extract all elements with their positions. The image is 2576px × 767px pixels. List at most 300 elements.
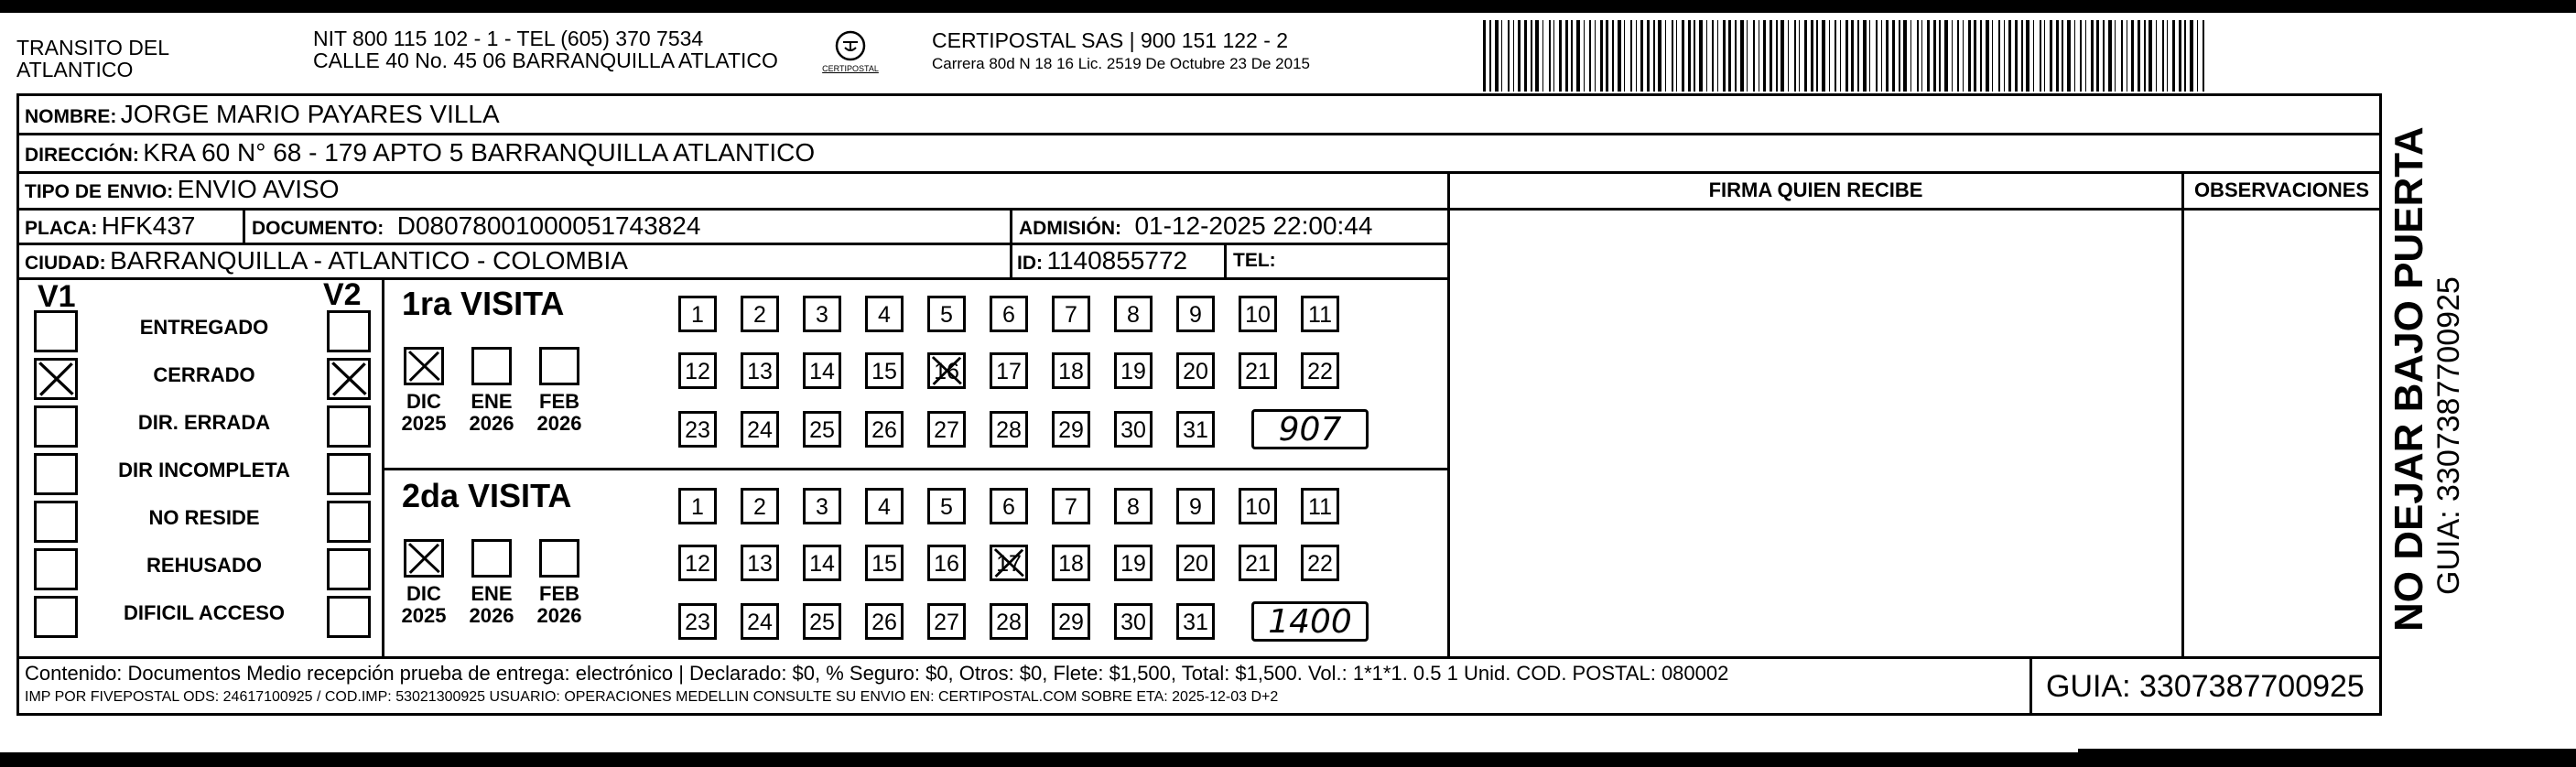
visit-day-box[interactable] — [927, 296, 966, 332]
visit-day-box[interactable] — [741, 545, 779, 581]
visit-day-number: 4 — [878, 302, 891, 328]
visit-day-number: 24 — [747, 417, 773, 443]
visit-day-box[interactable] — [1176, 296, 1215, 332]
barcode-bar — [1788, 20, 1789, 92]
barcode-bar — [1886, 20, 1889, 92]
visit-day-number: 19 — [1120, 359, 1146, 384]
barcode-bar — [2026, 20, 2029, 92]
visit-day-box[interactable] — [1114, 296, 1153, 332]
visit-month-checkbox[interactable] — [539, 347, 579, 385]
visit-day-box[interactable] — [1239, 545, 1277, 581]
visit-month-name: DIC — [406, 390, 441, 413]
visit-day-number: 16 — [934, 551, 959, 577]
barcode-bar — [1740, 20, 1744, 92]
visit-day-box[interactable] — [927, 545, 966, 581]
visit-day-box[interactable] — [741, 352, 779, 389]
visit-day-box[interactable] — [990, 296, 1028, 332]
visit-month-checkbox[interactable] — [471, 539, 512, 578]
visit-day-box[interactable] — [741, 411, 779, 448]
visit-day-box[interactable] — [1114, 488, 1153, 524]
barcode-bar — [1584, 20, 1585, 92]
barcode-bar — [1952, 20, 1953, 92]
barcode-bar — [1688, 20, 1691, 92]
barcode-bar — [2040, 20, 2041, 92]
visit-day-number: 15 — [871, 359, 897, 384]
visit-day-box[interactable] — [1176, 411, 1215, 448]
barcode-bar — [1980, 20, 1982, 92]
status-label: NO RESIDE — [148, 506, 260, 529]
rule-before-footer — [19, 656, 2379, 659]
barcode-bar — [1542, 20, 1543, 92]
visit-month-label — [464, 391, 519, 435]
barcode-bar — [1763, 20, 1766, 92]
barcode-bar — [2080, 20, 2082, 92]
visit-time-field[interactable]: 1400 — [1251, 601, 1369, 642]
barcode-bar — [1612, 20, 1614, 92]
visit-day-number: 11 — [1308, 302, 1332, 328]
visit-day-number: 16 — [934, 359, 959, 384]
barcode-bar — [1811, 20, 1813, 92]
visit-day-box[interactable] — [678, 603, 717, 640]
visit-day-number: 29 — [1058, 610, 1084, 635]
barcode-bar — [2148, 20, 2152, 92]
sender-name — [16, 37, 169, 81]
barcode-bar — [1845, 20, 1848, 92]
visit-day-box[interactable] — [927, 603, 966, 640]
barcode-bar — [1910, 20, 1911, 92]
visit-day-number: 18 — [1058, 551, 1084, 577]
barcode-bar — [1986, 20, 1989, 92]
visit-day-number: 9 — [1189, 494, 1202, 520]
visit-title: 2da VISITA — [402, 477, 572, 514]
barcode-bar — [2074, 20, 2075, 92]
visit-day-box[interactable] — [1114, 411, 1153, 448]
barcode-bar — [2085, 20, 2086, 92]
placa-cell — [25, 211, 196, 245]
tel-label: TEL: — [1233, 250, 1276, 271]
barcode-bar — [1776, 20, 1778, 92]
status-label: CERRADO — [153, 363, 255, 386]
barcode-bar — [2203, 20, 2204, 92]
visit-day-box[interactable] — [1176, 545, 1215, 581]
bottom-edge-bar — [0, 752, 2576, 767]
barcode-bar — [1624, 20, 1625, 92]
visit-day-box[interactable] — [990, 603, 1028, 640]
visit-month-year: 2025 — [401, 412, 447, 435]
footer-print-info: IMP POR FIVEPOSTAL ODS: 24617100925 / COD.IMP: 53021300925 USUARIO: OPERACIONES MEDELLIN CONSULTE SU ENVIO EN: CERTIPOSTAL.COM SOBRE ETA: 2025-12-03 D+2 — [25, 689, 1279, 705]
nombre-row — [25, 100, 500, 134]
rule-placa-doc — [243, 208, 245, 243]
barcode-bar — [1863, 20, 1867, 92]
status-label: ENTREGADO — [139, 316, 269, 339]
visit-day-number: 1 — [691, 302, 704, 328]
visit-day-box[interactable] — [1114, 352, 1153, 389]
rule-doc-admision — [1010, 208, 1012, 277]
barcode-bar — [2004, 20, 2005, 92]
visit-day-box[interactable] — [927, 352, 966, 389]
visit-month-label — [396, 583, 451, 627]
direccion-value: KRA 60 N° 68 - 179 APTO 5 BARRANQUILLA ATLANTICO — [143, 138, 816, 167]
v1-heading: V1 — [38, 279, 76, 314]
visit-month-name: FEB — [539, 390, 579, 413]
documento-label: DOCUMENTO: — [252, 218, 384, 239]
visit-day-box[interactable] — [803, 352, 841, 389]
barcode-bar — [1957, 20, 1959, 92]
visit-day-number: 18 — [1058, 359, 1084, 384]
rule-status-visits — [382, 277, 384, 656]
barcode-bar — [1892, 20, 1895, 92]
visit-day-box[interactable] — [678, 488, 717, 524]
visit-day-number: 10 — [1245, 302, 1271, 328]
carrier-info — [932, 29, 1310, 73]
visit-day-box[interactable] — [990, 411, 1028, 448]
visit-day-number: 14 — [809, 359, 835, 384]
barcode-bar — [1489, 20, 1491, 92]
barcode-bar — [1640, 20, 1643, 92]
placa-value: HFK437 — [101, 211, 196, 240]
barcode-bar — [1799, 20, 1800, 92]
rule-observaciones-left — [2181, 171, 2184, 656]
visit-day-number: 29 — [1058, 417, 1084, 443]
visit-day-box[interactable] — [927, 488, 966, 524]
visit-day-box[interactable] — [678, 352, 717, 389]
visit-day-number: 4 — [878, 494, 891, 520]
visit-day-box[interactable] — [1176, 352, 1215, 389]
barcode-bar — [1735, 20, 1737, 92]
visit-day-box[interactable] — [865, 411, 904, 448]
visit-day-box[interactable] — [1114, 603, 1153, 640]
barcode-bar — [1553, 20, 1554, 92]
barcode-bar — [1636, 20, 1637, 92]
cross-mark-icon — [406, 542, 441, 575]
visit-month-label — [396, 391, 451, 435]
visit-day-number: 27 — [934, 417, 959, 443]
id-cell — [1017, 246, 1187, 280]
visit-day-box[interactable] — [990, 352, 1028, 389]
ciudad-row — [25, 246, 628, 280]
nombre-value: JORGE MARIO PAYARES VILLA — [120, 100, 500, 128]
barcode-bar — [1712, 20, 1714, 92]
documento-value: D08078001000051743824 — [396, 211, 701, 240]
status-label: DIR INCOMPLETA — [118, 459, 290, 481]
visit-day-box[interactable] — [803, 488, 841, 524]
visit-month-name: FEB — [539, 582, 579, 605]
carrier-line1: CERTIPOSTAL SAS | 900 151 122 - 2 — [932, 28, 1289, 52]
visit-month-year: 2026 — [469, 412, 514, 435]
sender-address-line: CALLE 40 No. 45 06 BARRANQUILLA ATLATICO — [313, 49, 778, 72]
visit-day-box[interactable] — [803, 603, 841, 640]
barcode-bar — [2172, 20, 2175, 92]
v2-heading: V2 — [323, 277, 362, 312]
barcode-bar — [2050, 20, 2052, 92]
visit-day-box[interactable] — [1052, 411, 1090, 448]
barcode-bar — [2021, 20, 2023, 92]
certipostal-logo — [811, 27, 890, 79]
admision-label: ADMISIÓN: — [1019, 218, 1121, 239]
barcode — [1481, 20, 2206, 92]
barcode-bar — [1816, 20, 1818, 92]
visit-day-box[interactable] — [927, 411, 966, 448]
barcode-bar — [1899, 20, 1900, 92]
barcode-bar — [1770, 20, 1772, 92]
barcode-bar — [2190, 20, 2193, 92]
barcode-bar — [2138, 20, 2140, 92]
visit-day-number: 24 — [747, 610, 773, 635]
documento-cell — [252, 211, 700, 245]
visit-day-box[interactable] — [1301, 296, 1339, 332]
barcode-bar — [2062, 20, 2063, 92]
barcode-bar — [1606, 20, 1608, 92]
barcode-bar — [1565, 20, 1568, 92]
visit-day-box[interactable] — [865, 296, 904, 332]
visit-day-number: 27 — [934, 610, 959, 635]
visit-day-number: 20 — [1183, 551, 1208, 577]
visit-day-number: 30 — [1120, 610, 1146, 635]
visit-day-box[interactable] — [1114, 545, 1153, 581]
tipo-value: ENVIO AVISO — [177, 175, 340, 203]
visit-day-box[interactable] — [803, 411, 841, 448]
visit-day-number: 14 — [809, 551, 835, 577]
barcode-bar — [1647, 20, 1650, 92]
barcode-bar — [2115, 20, 2116, 92]
visit-month-checkbox[interactable] — [471, 347, 512, 385]
placa-label: PLACA: — [25, 218, 98, 239]
visit-day-number: 5 — [940, 494, 953, 520]
barcode-bar — [1535, 20, 1539, 92]
barcode-bar — [1917, 20, 1919, 92]
barcode-bar — [2108, 20, 2112, 92]
visit-day-box[interactable] — [1052, 296, 1090, 332]
visit-day-box[interactable] — [990, 545, 1028, 581]
visit-month-label — [464, 583, 519, 627]
visit-day-number: 13 — [747, 551, 773, 577]
visit-month-year: 2025 — [401, 604, 447, 627]
visit-day-box[interactable] — [1052, 603, 1090, 640]
visit-day-box[interactable] — [741, 603, 779, 640]
rule-footer-guia — [2029, 656, 2032, 713]
barcode-bar — [1804, 20, 1807, 92]
visit-day-box[interactable] — [1239, 488, 1277, 524]
visit-day-box[interactable] — [865, 352, 904, 389]
visit-day-number: 25 — [809, 610, 835, 635]
visit-day-box[interactable] — [1239, 352, 1277, 389]
status-label: DIFICIL ACCESO — [123, 601, 285, 624]
barcode-bar — [1524, 20, 1527, 92]
barcode-bar — [1753, 20, 1755, 92]
visit-day-box[interactable] — [1176, 603, 1215, 640]
visit-day-number: 23 — [685, 417, 710, 443]
visit-day-box[interactable] — [990, 488, 1028, 524]
barcode-bar — [1968, 20, 1971, 92]
barcode-bar — [1559, 20, 1562, 92]
visit-day-number: 21 — [1245, 359, 1271, 384]
visit-month-name: ENE — [471, 390, 513, 413]
visit-day-number: 11 — [1308, 494, 1332, 520]
visit-day-box[interactable] — [1301, 352, 1339, 389]
visit-day-number: 23 — [685, 610, 710, 635]
visit-month-year: 2026 — [536, 412, 582, 435]
barcode-bar — [2197, 20, 2198, 92]
visit-day-number: 25 — [809, 417, 835, 443]
visit-day-box[interactable] — [1052, 488, 1090, 524]
barcode-bar — [1665, 20, 1666, 92]
visit-day-number: 7 — [1065, 302, 1077, 328]
barcode-bar — [1881, 20, 1882, 92]
barcode-bar — [1857, 20, 1859, 92]
visit-day-number: 3 — [816, 302, 828, 328]
barcode-bar — [1717, 20, 1718, 92]
barcode-bar — [2056, 20, 2059, 92]
top-edge-bar — [0, 0, 2576, 13]
side-guia: GUIA: 3307387700925 — [2431, 276, 2466, 595]
visit-day-box[interactable] — [678, 296, 717, 332]
barcode-bar — [1835, 20, 1836, 92]
barcode-bar — [1829, 20, 1830, 92]
visit-day-box[interactable] — [1239, 296, 1277, 332]
visit-day-number: 9 — [1189, 302, 1202, 328]
visit-day-box[interactable] — [865, 545, 904, 581]
barcode-bar — [2131, 20, 2134, 92]
visit-day-number: 8 — [1127, 302, 1140, 328]
barcode-bar — [2096, 20, 2099, 92]
barcode-bar — [2103, 20, 2105, 92]
barcode-bar — [1672, 20, 1673, 92]
footer-contents: Contenido: Documentos Medio recepción prueba de entrega: electrónico | Declarado: $0, % Seguro: $0, Otros: $0, Flete: $1,500, Total: $1,500. Vol.: 1*1*1. 0.5 1 Unid. COD. POSTAL: 080002 — [25, 662, 1729, 685]
visit-day-box[interactable] — [1301, 545, 1339, 581]
visit-month-checkbox[interactable] — [539, 539, 579, 578]
visit-day-number: 26 — [871, 610, 897, 635]
visit-day-number: 30 — [1120, 417, 1146, 443]
sender-name-line1: TRANSITO DEL — [16, 36, 169, 59]
barcode-bar — [2121, 20, 2123, 92]
visit-day-box[interactable] — [678, 411, 717, 448]
cross-mark-icon — [992, 547, 1025, 578]
visit-month-label — [532, 583, 587, 627]
barcode-bar — [1549, 20, 1551, 92]
visit-day-number: 31 — [1183, 610, 1208, 635]
visit-day-number: 22 — [1307, 551, 1333, 577]
visit-day-box[interactable] — [741, 296, 779, 332]
barcode-bar — [1653, 20, 1655, 92]
visit-day-number: 5 — [940, 302, 953, 328]
visit-time-field[interactable]: 907 — [1251, 409, 1369, 449]
visit-month-year: 2026 — [536, 604, 582, 627]
visit-day-number: 12 — [685, 551, 710, 577]
barcode-bar — [1630, 20, 1632, 92]
visit-day-box[interactable] — [803, 296, 841, 332]
barcode-bar — [1694, 20, 1695, 92]
visit-day-number: 12 — [685, 359, 710, 384]
barcode-bar — [1723, 20, 1726, 92]
barcode-bar — [1974, 20, 1976, 92]
visit-day-box[interactable] — [803, 545, 841, 581]
barcode-bar — [1699, 20, 1703, 92]
barcode-bar — [2162, 20, 2164, 92]
logo-text: CERTIPOSTAL — [822, 64, 879, 73]
cross-mark-icon — [930, 355, 963, 386]
visit-month-checkbox[interactable] — [404, 539, 444, 578]
barcode-bar — [1921, 20, 1922, 92]
barcode-bar — [2144, 20, 2146, 92]
barcode-bar — [1508, 20, 1510, 92]
barcode-bar — [1518, 20, 1521, 92]
status-label: REHUSADO — [146, 554, 262, 577]
visit-day-number: 2 — [753, 494, 766, 520]
barcode-bar — [1998, 20, 2000, 92]
visit-day-box[interactable] — [741, 488, 779, 524]
visit-day-number: 6 — [1002, 494, 1015, 520]
visit-day-number: 17 — [996, 359, 1022, 384]
sender-name-line2: ATLANTICO — [16, 58, 134, 81]
barcode-bar — [2156, 20, 2157, 92]
barcode-bar — [1992, 20, 1993, 92]
sender-nit-line: NIT 800 115 102 - 1 - TEL (605) 370 7534 — [313, 27, 704, 50]
barcode-bar — [1658, 20, 1661, 92]
ciudad-label: CIUDAD: — [25, 253, 106, 274]
footer-guia: GUIA: 3307387700925 — [2046, 669, 2365, 704]
visit-day-number: 22 — [1307, 359, 1333, 384]
visit-month-checkbox[interactable] — [404, 347, 444, 385]
barcode-bar — [1822, 20, 1825, 92]
barcode-bar — [1531, 20, 1532, 92]
barcode-bar — [1682, 20, 1684, 92]
visit-day-box[interactable] — [678, 545, 717, 581]
barcode-bar — [1706, 20, 1707, 92]
sender-info — [313, 27, 778, 71]
visit-day-number: 13 — [747, 359, 773, 384]
barcode-bar — [1927, 20, 1930, 92]
visit-day-box[interactable] — [1176, 488, 1215, 524]
admision-cell — [1019, 211, 1372, 245]
visit-month-label — [532, 391, 587, 435]
tipo-row — [25, 175, 340, 209]
visit-month-name: DIC — [406, 582, 441, 605]
tel-cell — [1233, 246, 1276, 277]
id-label: ID: — [1017, 253, 1043, 274]
visit-day-box[interactable] — [865, 603, 904, 640]
barcode-bar — [1571, 20, 1573, 92]
barcode-bar — [1595, 20, 1596, 92]
rule-id-tel — [1224, 243, 1227, 277]
visit-day-number: 26 — [871, 417, 897, 443]
barcode-bar — [1944, 20, 1948, 92]
barcode-bar — [2091, 20, 2094, 92]
barcode-bar — [1869, 20, 1870, 92]
visit-day-number: 10 — [1245, 494, 1271, 520]
visit-day-box[interactable] — [1052, 545, 1090, 581]
side-warning: NO DEJAR BAJO PUERTA — [2387, 126, 2431, 632]
barcode-bar — [1728, 20, 1731, 92]
side-text — [2387, 126, 2466, 632]
visit-day-number: 1 — [691, 494, 704, 520]
barcode-bar — [1495, 20, 1499, 92]
barcode-bar — [1576, 20, 1580, 92]
visit-day-box[interactable] — [1052, 352, 1090, 389]
visit-day-box[interactable] — [865, 488, 904, 524]
barcode-bar — [1876, 20, 1878, 92]
barcode-bar — [1600, 20, 1603, 92]
rule-firma-left — [1447, 171, 1450, 656]
visit-day-box[interactable] — [1301, 488, 1339, 524]
carrier-line2: Carrera 80d N 18 16 Lic. 2519 De Octubre 23 De 2015 — [932, 55, 1310, 72]
cross-mark-icon — [406, 350, 441, 383]
direccion-row — [25, 138, 815, 172]
visit-day-number: 8 — [1127, 494, 1140, 520]
status-label: DIR. ERRADA — [137, 411, 271, 434]
barcode-bar — [1483, 20, 1486, 92]
visit-day-number: 15 — [871, 551, 897, 577]
visit-day-number: 3 — [816, 494, 828, 520]
